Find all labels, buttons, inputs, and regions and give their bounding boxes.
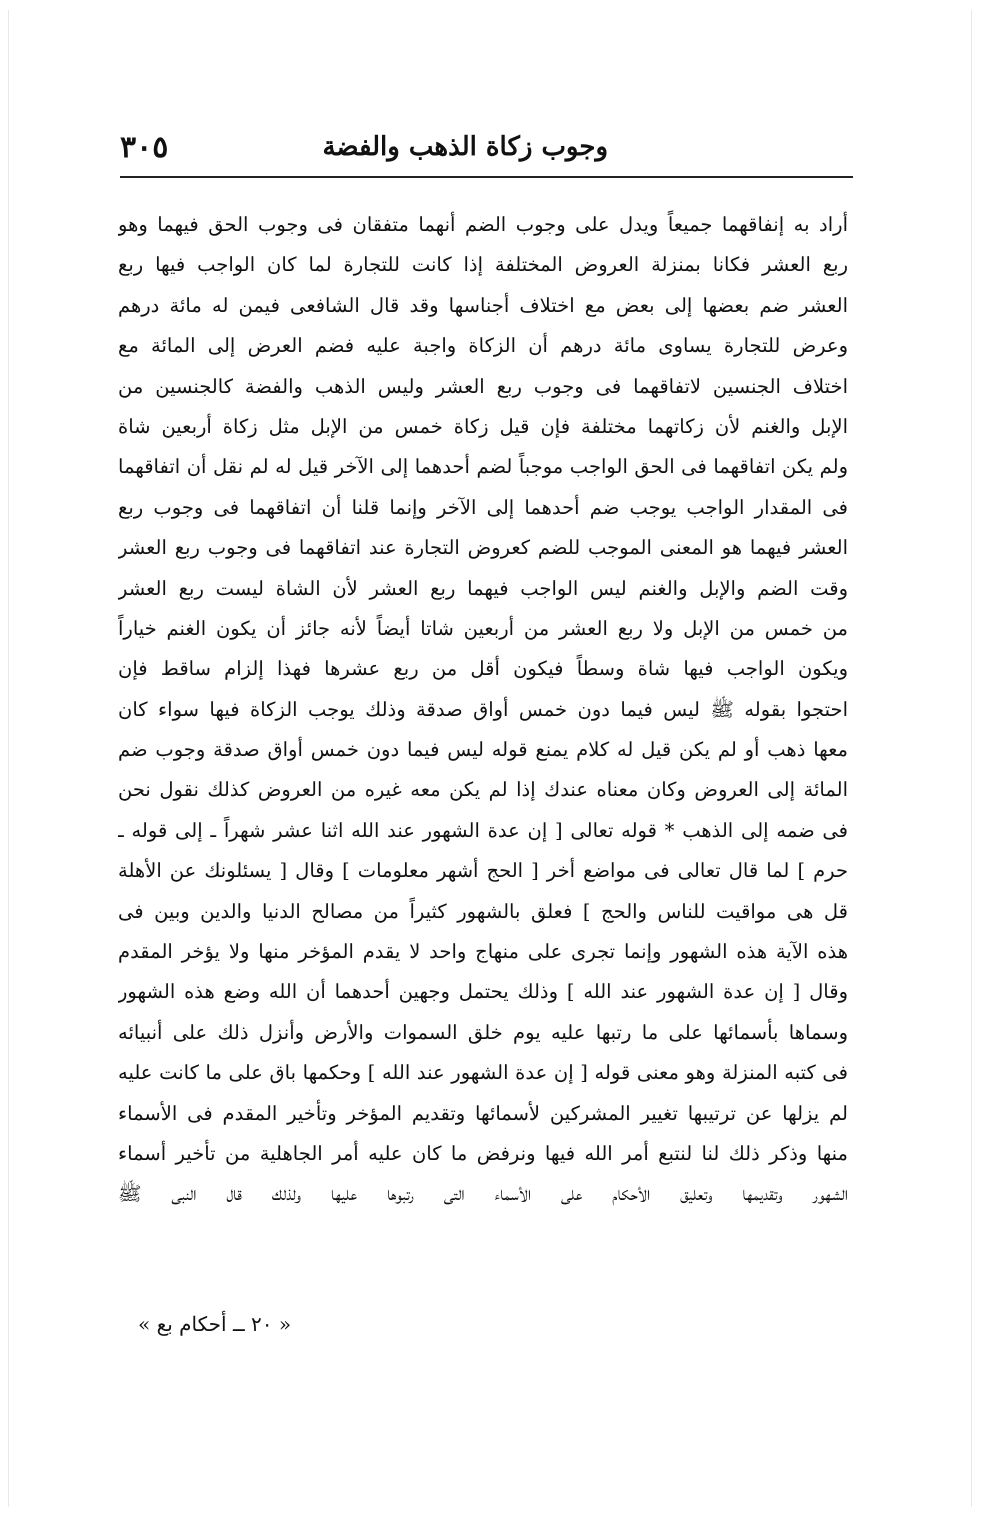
text-line: احتجوا بقوله ﷺ ليس فيما دون خمس أواق صدقة وذلك يوجب الزكاة فيها سواء كان <box>118 697 848 721</box>
text-line: ربع العشر فكانا بمنزلة العروض المختلفة إذا كانت للتجارة لما كان الواجب فيها ربع <box>118 253 848 277</box>
page-number: ٣٠٥ <box>120 130 169 165</box>
text-line: معها ذهب أو لم يكن قيل له كلام يمنع قوله ليس فيما دون خمس أواق صدقة وجوب ضم <box>118 738 848 762</box>
text-line: أراد به إنفاقهما جميعاً ويدل على وجوب الضم أنهما متفقان فى وجوب الحق فيهما وهو <box>118 213 848 236</box>
text-line: ويكون الواجب فيها شاة وسطاً فيكون أقل من ربع عشرها فهذا إلزام ساقط فإن <box>118 657 848 681</box>
text-line: فى كتبه المنزلة وهو معنى قوله [ إن عدة الشهور عند الله ] وحكمها باق على ما كانت عليه <box>118 1061 848 1085</box>
page-edge-right <box>971 10 972 1507</box>
text-line: فى ضمه إلى الذهب * قوله تعالى [ إن عدة الشهور عند الله اثنا عشر شهراً ـ إلى قوله ـ <box>118 818 848 842</box>
page-edge-left <box>8 10 9 1507</box>
text-line: لم يزلها عن ترتيبها تغيير المشركين لأسمائها وتقديم المؤخر وتأخير المقدم فى الأسماء <box>118 1101 848 1125</box>
text-line: وقال [ إن عدة الشهور عند الله ] وذلك يحتمل وجهين أحدهما أن الله وضع هذه الشهور <box>118 980 848 1004</box>
text-line: المائة إلى العروض وكان معناه عندك إذا لم يكن معه غيره من العروض كذلك نقول نحن <box>118 778 848 802</box>
text-line: وسماها بأسمائها على ما رتبها عليه يوم خلق السموات والأرض وأنزل ذلك على أنبيائه <box>118 1020 848 1044</box>
text-line: ولم يكن اتفاقهما فى الحق الواجب موجباً لضم أحدهما إلى الآخر قيل له لم نقل أن اتفاقهما <box>118 455 848 479</box>
running-header <box>120 128 853 168</box>
text-line: وقت الضم والإبل والغنم ليس الواجب فيهما ربع العشر لأن الشاة ليست ربع العشر <box>118 576 848 600</box>
text-line: منها وذكر ذلك لنا لنتبع أمر الله فيها ونرفض ما كان عليه أمر الجاهلية من تأخير أسماء <box>118 1141 848 1165</box>
text-line: العشر ضم بعضها إلى بعض مع اختلاف أجناسها وقد قال الشافعى فيمن له مائة درهم <box>118 293 848 317</box>
text-line: الإبل والغنم لأن زكاتهما مختلفة فإن قيل زكاة خمس من الإبل مثل زكاة أربعين شاة <box>118 414 848 438</box>
text-line: قل هى مواقيت للناس والحج ] فعلق بالشهور كثيراً من مصالح الدنيا والدين وبين فى <box>118 899 848 923</box>
header-rule <box>120 176 853 178</box>
signature-mark: « ٢٠ ــ أحكام بع » <box>138 1312 292 1336</box>
text-line: حرم ] لما قال تعالى فى مواضع أخر [ الحج أشهر معلومات ] وقال [ يسئلونك عن الأهلة <box>118 859 848 883</box>
body-text <box>118 205 848 1215</box>
text-line: الشهور وتقديمها وتعليق الأحكام على الأسماء التى رتبوها عليها ولذلك قال النبى ﷺ <box>118 1182 848 1206</box>
text-line: فى المقدار الواجب يوجب ضم أحدهما إلى الآخر وإنما قلنا أن اتفاقهما فى وجوب ربع <box>118 495 848 519</box>
header-title: وجوب زكاة الذهب والفضة <box>322 132 608 162</box>
text-line: العشر فيهما هو المعنى الموجب للضم كعروض التجارة عند اتفاقهما فى وجوب ربع العشر <box>118 536 848 560</box>
text-line: وعرض للتجارة يساوى مائة درهم أن الزكاة واجبة عليه فضم العرض إلى المائة مع <box>118 334 848 358</box>
text-line: اختلاف الجنسين لاتفاقهما فى وجوب ربع العشر وليس الذهب والفضة كالجنسين من <box>118 374 848 398</box>
text-line: هذه الآية هذه الشهور وإنما تجرى على منهاج واحد لا يقدم المؤخر منها ولا يؤخر المقدم <box>118 940 848 964</box>
text-line: من خمس من الإبل ولا ربع العشر من أربعين شاتا أيضاً لأنه جائز أن يكون الغنم خياراً <box>118 616 848 640</box>
